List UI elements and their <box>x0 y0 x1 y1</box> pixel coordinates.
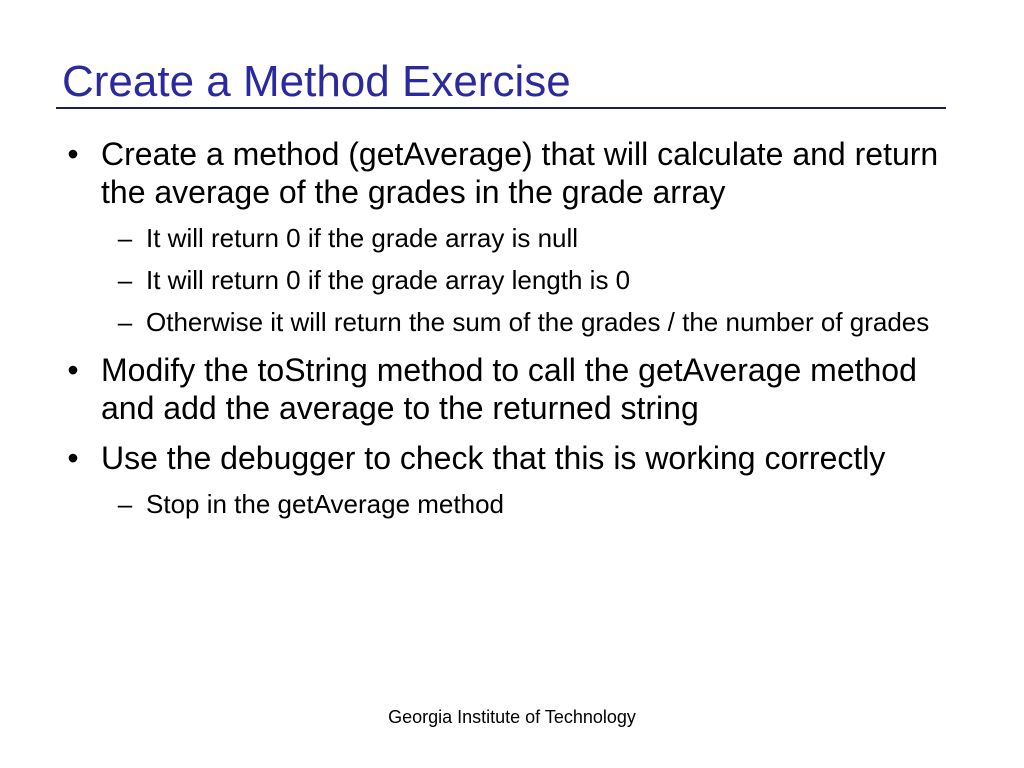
bullet-marker: • <box>67 352 79 388</box>
sub-bullet-text: It will return 0 if the grade array is null <box>146 223 579 253</box>
sub-bullet-3-1 <box>112 488 958 520</box>
sub-bullet-1-1 <box>112 222 958 254</box>
dash-marker: – <box>117 307 133 337</box>
slide-body <box>58 135 958 520</box>
dash-marker: – <box>117 489 133 519</box>
slide-title: Create a Method Exercise <box>62 57 571 106</box>
sub-bullet-text: Stop in the getAverage method <box>146 489 504 519</box>
bullet-text: Use the debugger to check that this is working correctly <box>101 440 886 476</box>
sub-bullet-text: Otherwise it will return the sum of the grades / the number of grades <box>146 307 930 337</box>
dash-marker: – <box>117 223 133 253</box>
bullet-text: Modify the toString method to call the getAverage method and add the average to the returned string <box>101 352 917 426</box>
bullet-text: Create a method (getAverage) that will calculate and return the average of the grades in the grade array <box>101 136 939 210</box>
footer-text: Georgia Institute of Technology <box>388 707 636 727</box>
bullet-1 <box>58 135 958 211</box>
sub-bullet-1-2 <box>112 264 958 296</box>
sub-bullet-text: It will return 0 if the grade array length is 0 <box>146 265 631 295</box>
title-underline <box>56 107 946 109</box>
slide-footer <box>0 706 1024 728</box>
bullet-marker: • <box>67 136 79 172</box>
bullet-3 <box>58 439 958 477</box>
dash-marker: – <box>117 265 133 295</box>
bullet-marker: • <box>67 440 79 476</box>
sub-bullet-1-3 <box>112 306 958 338</box>
bullet-2 <box>58 351 958 427</box>
